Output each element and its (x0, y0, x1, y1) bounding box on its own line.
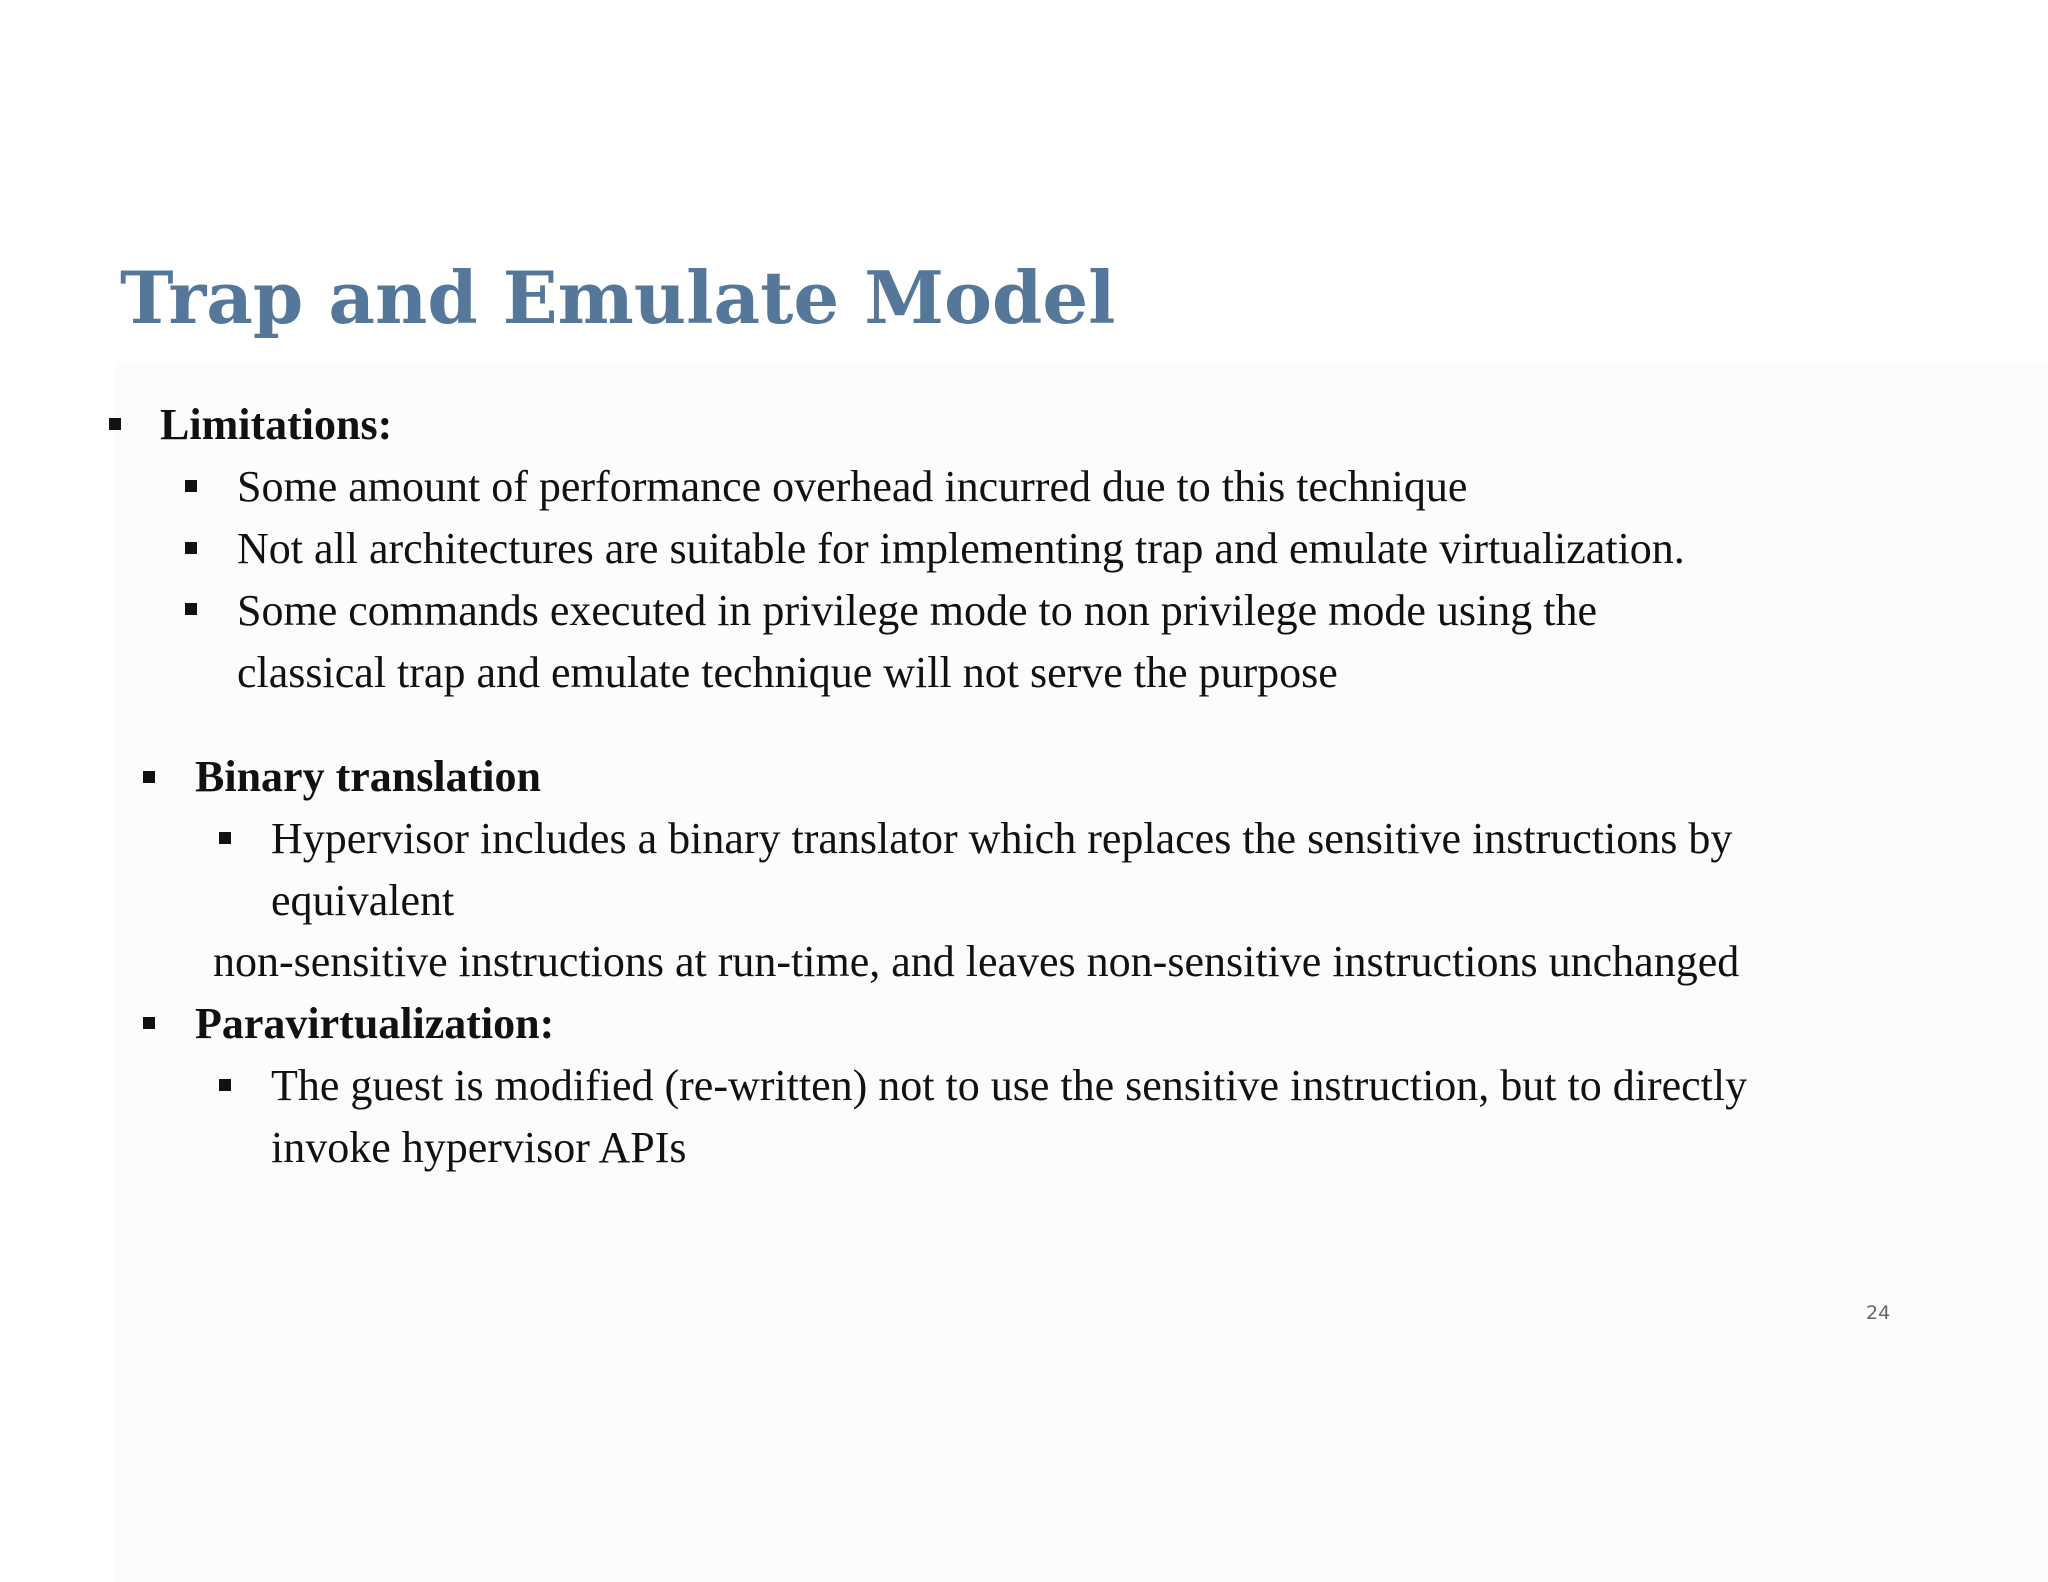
paravirtualization-heading: Paravirtualization: (195, 999, 555, 1048)
limitations-heading: Limitations: (160, 400, 393, 449)
slide-title: Trap and Emulate Model (120, 255, 1116, 340)
limitations-item-2: Not all architectures are suitable for implementing trap and emulate virtualization. (237, 524, 1685, 573)
bullet-square-icon (185, 603, 197, 615)
binary-translation-item-line-2: equivalent (271, 876, 455, 925)
bullet-square-icon (185, 542, 197, 554)
page-number: 24 (1866, 1302, 1891, 1324)
binary-translation-heading: Binary translation (195, 752, 541, 801)
paravirtualization-item-line-1: The guest is modified (re-written) not to use the sensitive instruction, but to directly (271, 1061, 1748, 1110)
bullet-square-icon (185, 480, 197, 492)
limitations-item-1: Some amount of performance overhead incurred due to this technique (237, 462, 1468, 511)
bullet-square-icon (143, 771, 155, 783)
bullet-square-icon (219, 832, 231, 844)
bullet-square-icon (109, 418, 121, 430)
bullet-square-icon (219, 1079, 231, 1091)
limitations-item-3-line-2: classical trap and emulate technique will not serve the purpose (237, 648, 1338, 697)
paravirtualization-item-line-2: invoke hypervisor APIs (271, 1123, 687, 1172)
binary-translation-item-line-3: non-sensitive instructions at run-time, and leaves non-sensitive instructions unchanged (213, 937, 1740, 986)
limitations-item-3-line-1: Some commands executed in privilege mode to non privilege mode using the (237, 586, 1598, 635)
binary-translation-item-line-1: Hypervisor includes a binary translator which replaces the sensitive instructions by (271, 814, 1733, 863)
bullet-square-icon (143, 1017, 155, 1029)
